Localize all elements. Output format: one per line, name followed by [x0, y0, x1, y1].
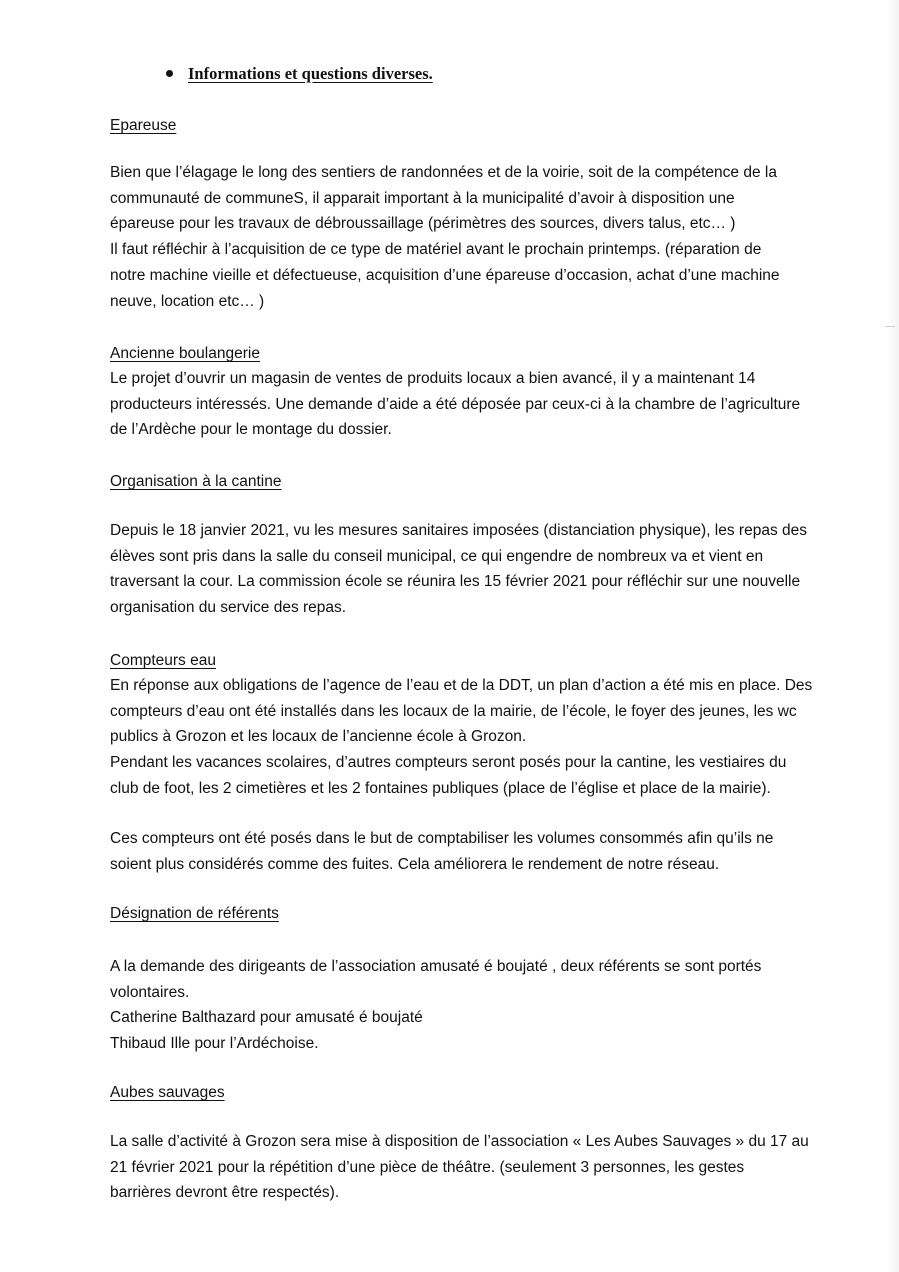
- text-line: Bien que l’élagage le long des sentiers de randonnées et de la voirie, soit de la compétence de la: [110, 164, 777, 181]
- text-line: 21 février 2021 pour la répétition d’une pièce de théâtre. (seulement 3 personnes, les gestes: [110, 1158, 745, 1176]
- text-line: La salle d’activité à Grozon sera mise à disposition de l’association « Les Aubes Sauvages » du 17 au: [110, 1133, 809, 1150]
- paragraph-compteurs-2: [110, 826, 850, 877]
- text-line: soient plus considérés comme des fuites. Cela améliorera le rendement de notre réseau.: [110, 855, 720, 873]
- text-line: Il faut réfléchir à l’acquisition de ce type de matériel avant le prochain printemps. (réparation de: [110, 241, 762, 259]
- section-title-epareuse: Epareuse: [110, 117, 177, 134]
- text-line: volontaires.: [110, 983, 190, 1001]
- text-line: Thibaud Ille pour l’Ardéchoise.: [110, 1035, 319, 1053]
- text-line: élèves sont pris dans la salle du conseil municipal, ce qui engendre de nombreux va et vient en: [110, 547, 764, 565]
- paragraph-compteurs-1: [110, 673, 850, 802]
- text-line: barrières devront être respectés).: [110, 1184, 340, 1202]
- section-title-boulangerie: Ancienne boulangerie: [110, 345, 260, 362]
- text-line: compteurs d’eau ont été installés dans les locaux de la mairie, de l’école, le foyer des jeunes, les wc: [110, 702, 797, 720]
- text-line: neuve, location etc… ): [110, 292, 265, 310]
- scan-edge: [887, 0, 899, 1272]
- text-line: Depuis le 18 janvier 2021, vu les mesures sanitaires imposées (distanciation physique), les repas des: [110, 522, 808, 539]
- text-line: Pendant les vacances scolaires, d’autres compteurs seront posés pour la cantine, les vestiaires du: [110, 754, 787, 772]
- paragraph-cantine: [110, 518, 850, 621]
- text-line: Le projet d’ouvrir un magasin de ventes de produits locaux a bien avancé, il y a maintenant 14: [110, 370, 756, 387]
- paragraph-aubes: [110, 1129, 850, 1206]
- text-line: épareuse pour les travaux de débroussaillage (périmètres des sources, divers talus, etc… ): [110, 215, 736, 233]
- paragraph-referents: [110, 954, 850, 1057]
- section-heading: [166, 64, 433, 84]
- text-line: organisation du service des repas.: [110, 599, 347, 617]
- paragraph-boulangerie: [110, 366, 850, 443]
- bullet-icon: [166, 70, 173, 77]
- text-line: A la demande des dirigeants de l’association amusaté é boujaté , deux référents se sont portés: [110, 958, 762, 975]
- heading-text: Informations et questions diverses.: [188, 64, 433, 83]
- text-line: club de foot, les 2 cimetières et les 2 fontaines publiques (place de l’église et place de la mairie).: [110, 779, 771, 797]
- section-title-referents: Désignation de référents: [110, 905, 279, 922]
- paragraph-epareuse: [110, 160, 850, 314]
- text-line: Catherine Balthazard pour amusaté é boujaté: [110, 1009, 423, 1027]
- scan-edge-mark: [885, 326, 895, 327]
- section-title-aubes: Aubes sauvages: [110, 1084, 225, 1101]
- text-line: Ces compteurs ont été posés dans le but de comptabiliser les volumes consommés afin qu’ils ne: [110, 830, 774, 847]
- section-title-compteurs: Compteurs eau: [110, 652, 216, 669]
- text-line: publics à Grozon et les locaux de l’ancienne école à Grozon.: [110, 728, 527, 746]
- text-line: notre machine vieille et défectueuse, acquisition d’une épareuse d’occasion, achat d’une machine: [110, 266, 780, 284]
- text-line: producteurs intéressés. Une demande d’aide a été déposée par ceux-ci à la chambre de l’agriculture: [110, 395, 801, 413]
- text-line: En réponse aux obligations de l’agence de l’eau et de la DDT, un plan d’action a été mis en place. Des: [110, 677, 813, 694]
- text-line: de l’Ardèche pour le montage du dossier.: [110, 421, 392, 439]
- section-title-cantine: Organisation à la cantine: [110, 473, 282, 490]
- text-line: communauté de communeS, il apparait important à la municipalité d’avoir à disposition une: [110, 189, 735, 207]
- text-line: traversant la cour. La commission école se réunira les 15 février 2021 pour réfléchir sur une nouvelle: [110, 573, 801, 591]
